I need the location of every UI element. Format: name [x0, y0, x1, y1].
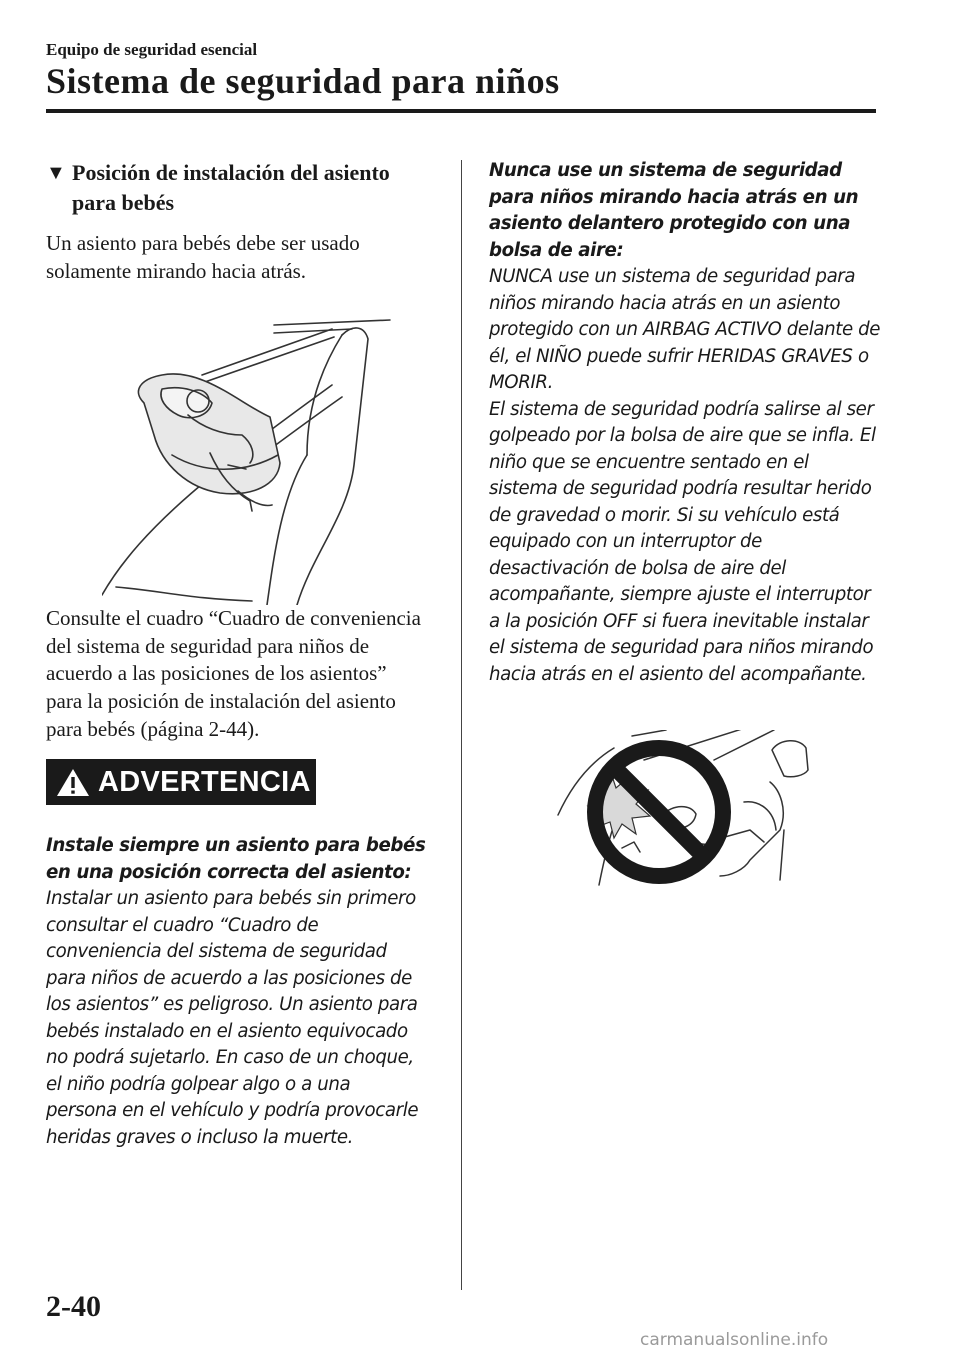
warning-title: Instale siempre un asiento para bebés en una posición correcta del asiento: — [46, 835, 426, 883]
right-column — [489, 158, 881, 890]
page-title: Sistema de seguridad para niños — [46, 61, 560, 101]
airbag-warning-title: Nunca use un sistema de seguridad para niños mirando hacia atrás en un asiento delantero protegido con una bolsa de aire: — [489, 160, 859, 261]
warning-text: Instalar un asiento para bebés sin primero consultar el cuadro “Cuadro de conveniencia del sistema de seguridad para niños de acuerdo a las posiciones de los asientos” es peligroso. Un asiento para bebés instalado en el asiento equivocado no podrá sujetarlo. En caso de un choque, el niño podría golpear algo o a una persona en el vehículo y podría provocarle heridas graves o incluso la muerte. — [46, 888, 419, 1148]
warning-triangle-icon — [56, 767, 90, 797]
subheading-text: Posición de instalación del asiento para bebés — [72, 160, 390, 215]
rear-facing-infant-seat-illustration — [102, 305, 392, 605]
column-divider — [461, 160, 462, 1290]
header-divider — [46, 109, 876, 113]
down-triangle-icon: ▼ — [46, 162, 66, 184]
warning-banner — [46, 759, 316, 805]
section-header: Equipo de seguridad esencial — [46, 40, 258, 59]
reference-paragraph: Consulte el cuadro “Cuadro de conveniencia del sistema de seguridad para niños de acuerdo a las posiciones de los asientos” para la posición de instalación del asiento para bebés (página 2-44). — [46, 606, 421, 741]
watermark: carmanualsonline.info — [640, 1330, 829, 1350]
airbag-warning-text: NUNCA use un sistema de seguridad para niños mirando hacia atrás en un asiento protegido con un AIRBAG ACTIVO delante de él, el NIÑO puede sufrir HERIDAS GRAVES o MORIR. El sistema de seguridad podría salirse al ser golpeado por la bolsa de aire que se infla. El niño que se encuentre sentado en el sistema de seguridad podría resultar herido de gravedad o morir. Si su vehículo está equipado con un interruptor de desactivación de bolsa de aire del acompañante, siempre ajuste el interruptor a la posición OFF si fuera inevitable instalar el sistema de seguridad para niños mirando hacia atrás en el asiento del acompañante. — [489, 266, 881, 685]
intro-paragraph: Un asiento para bebés debe ser usado solamente mirando hacia atrás. — [46, 231, 360, 283]
page-number: 2-40 — [46, 1290, 101, 1323]
airbag-prohibition-illustration — [544, 730, 824, 890]
left-column — [46, 158, 426, 1151]
subheading — [46, 158, 426, 218]
warning-label: ADVERTENCIA — [98, 765, 311, 798]
